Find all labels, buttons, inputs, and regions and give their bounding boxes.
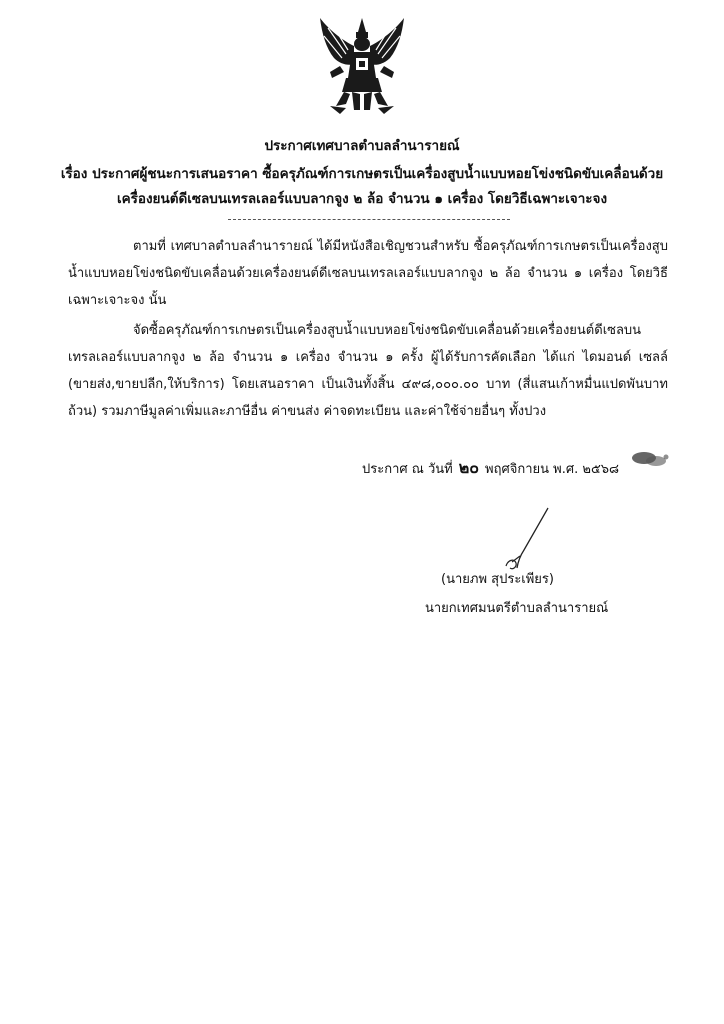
ink-smudge-icon [630,448,670,470]
paragraph-award: จัดซื้อครุภัณฑ์การเกษตรเป็นเครื่องสูบน้ำแบบหอยโข่งชนิดขับเคลื่อนด้วยเครื่องยนต์ดีเซลบนเทรลเลอร์แบบลากจูง ๒ ล้อ จำนวน ๑ เครื่อง จำนวน ๑ ครั้ง ผู้ได้รับการคัดเลือก ได้แก่ ไดมอนด์ เซลล์ (ขายส่ง,ขายปลีก,ให้บริการ) โดยเสนอราคา เป็นเงินทั้งสิ้น ๔๙๘,๐๐๐.๐๐ บาท (สี่แสนเก้าหมื่นแปดพันบาทถ้วน) รวมภาษีมูลค่าเพิ่มและภาษีอื่น ค่าขนส่ง ค่าจดทะเบียน และค่าใช้จ่ายอื่นๆ ทั้งปวง [68,323,668,419]
signer-position: นายกเทศมนตรีตำบลลำนารายณ์ [425,601,609,616]
subject-line-2: เครื่องยนต์ดีเซลบนเทรลเลอร์แบบลากจูง ๒ ล้อ จำนวน ๑ เครื่อง โดยวิธีเฉพาะเจาะจง [116,191,608,207]
subject-line-1: เรื่อง ประกาศผู้ชนะการเสนอราคา ซื้อครุภัณฑ์การเกษตรเป็นเครื่องสูบน้ำแบบหอยโข่งชนิดขับเคลื่อนด้วย [60,166,664,182]
date-month-year: พฤศจิกายน พ.ศ. ๒๕๖๘ [485,462,620,477]
date-day: ๒๐ [458,458,480,477]
signer-name: (นายภพ สุประเพียร) [441,572,554,587]
announcement-title: ประกาศเทศบาลตำบลลำนารายณ์ [264,138,460,154]
handwritten-signature-icon [490,506,560,576]
separator-line [228,219,510,220]
date-prefix: ประกาศ ณ วันที่ [362,462,453,477]
paragraph-intro: ตามที่ เทศบาลตำบลลำนารายณ์ ได้มีหนังสือเชิญชวนสำหรับ ซื้อครุภัณฑ์การเกษตรเป็นเครื่องสูบน้ำแบบหอยโข่งชนิดขับเคลื่อนด้วยเครื่องยนต์ดีเซลบนเทรลเลอร์แบบลากจูง ๒ ล้อ จำนวน ๑ เครื่อง โดยวิธีเฉพาะเจาะจง นั้น [68,239,668,308]
garuda-emblem-icon [316,14,408,118]
announcement-date [362,456,619,481]
